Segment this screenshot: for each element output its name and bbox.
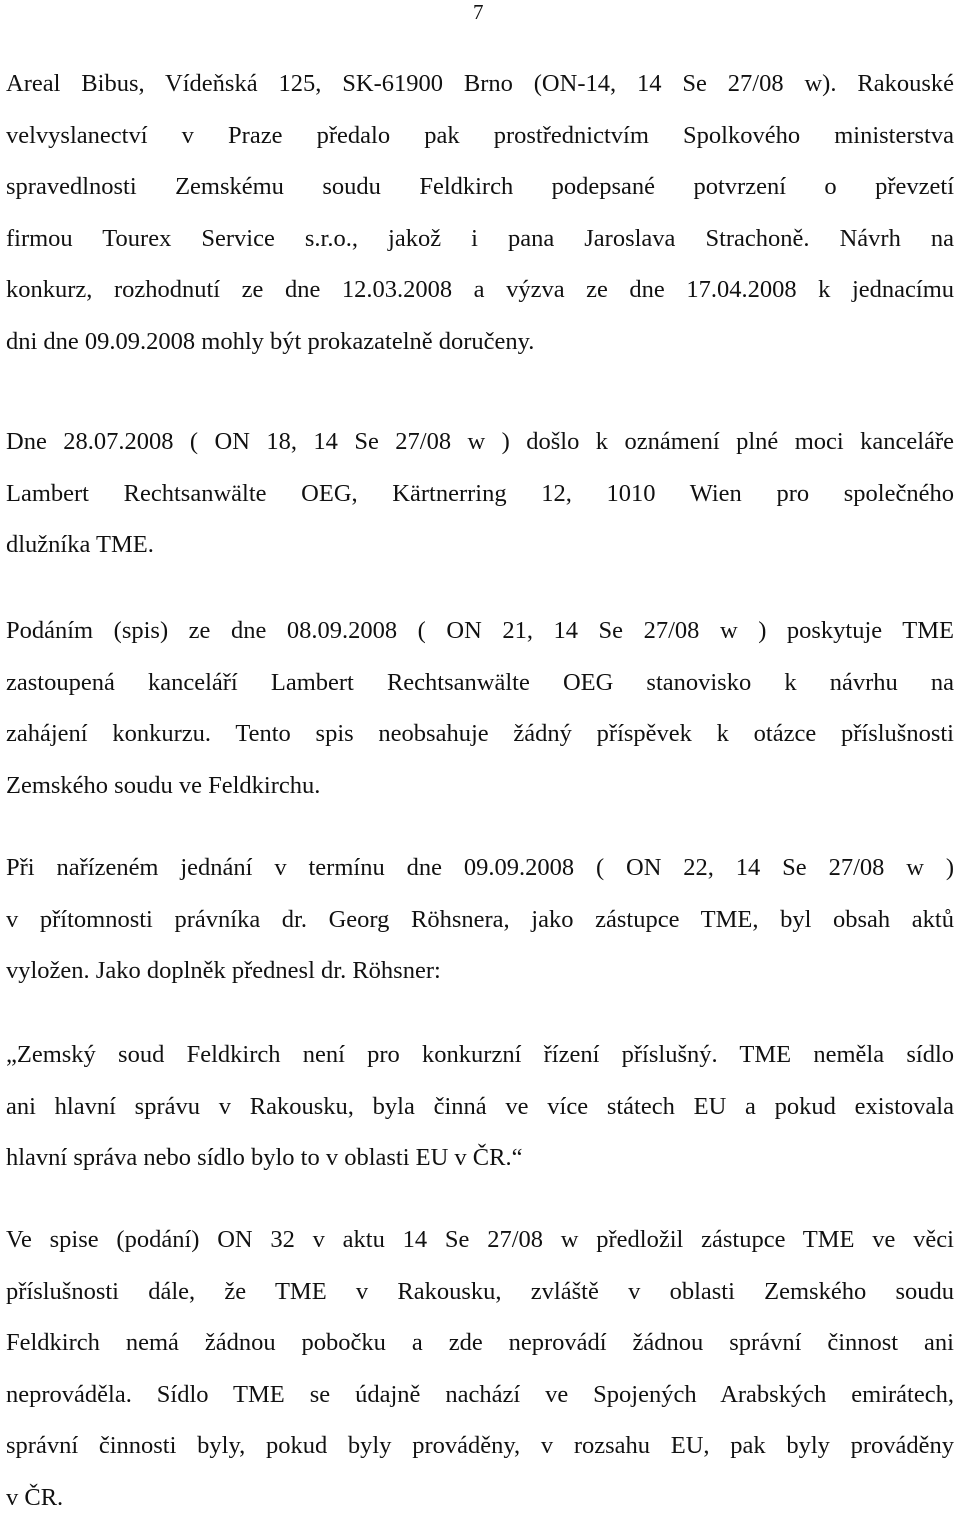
page-number: 7 <box>473 0 484 24</box>
paragraph-dne-28-07 <box>6 416 954 571</box>
text-line: Dne 28.07.2008 ( ON 18, 14 Se 27/08 w ) došlo k oznámení plné moci kanceláře <box>6 416 954 468</box>
text-line: neprováděla. Sídlo TME se údajně nachází ve Spojených Arabských emirátech, <box>6 1369 954 1421</box>
text-line: zahájení konkurzu. Tento spis neobsahuje žádný příspěvek k otázce příslušnosti <box>6 708 954 760</box>
text-line: Areal Bibus, Vídeňská 125, SK-61900 Brno (ON-14, 14 Se 27/08 w). Rakouské <box>6 58 954 110</box>
text-line: firmou Tourex Service s.r.o., jakož i pana Jaroslava Strachoně. Návrh na <box>6 213 954 265</box>
paragraph-podanim <box>6 605 954 811</box>
text-line: v přítomnosti právníka dr. Georg Röhsnera, jako zástupce TME, byl obsah aktů <box>6 894 954 946</box>
text-line: dni dne 09.09.2008 mohly být prokazatelně doručeny. <box>6 316 954 368</box>
text-line: dlužníka TME. <box>6 519 954 571</box>
text-line: Lambert Rechtsanwälte OEG, Kärtnerring 12, 1010 Wien pro společného <box>6 468 954 520</box>
text-line: „Zemský soud Feldkirch není pro konkurzní řízení příslušný. TME neměla sídlo <box>6 1029 954 1081</box>
text-line: velvyslanectví v Praze předalo pak prostřednictvím Spolkového ministerstva <box>6 110 954 162</box>
text-line: Při nařízeném jednání v termínu dne 09.09.2008 ( ON 22, 14 Se 27/08 w ) <box>6 842 954 894</box>
text-line: zastoupená kanceláří Lambert Rechtsanwälte OEG stanovisko k návrhu na <box>6 657 954 709</box>
text-line: v ČR. <box>6 1472 954 1523</box>
text-line: Feldkirch nemá žádnou pobočku a zde neprovádí žádnou správní činnost ani <box>6 1317 954 1369</box>
text-line: konkurz, rozhodnutí ze dne 12.03.2008 a výzva ze dne 17.04.2008 k jednacímu <box>6 264 954 316</box>
text-line: správní činnosti byly, pokud byly prováděny, v rozsahu EU, pak byly prováděny <box>6 1420 954 1472</box>
text-line: Ve spise (podání) ON 32 v aktu 14 Se 27/08 w předložil zástupce TME ve věci <box>6 1214 954 1266</box>
text-line: spravedlnosti Zemskému soudu Feldkirch podepsané potvrzení o převzetí <box>6 161 954 213</box>
text-line: vyložen. Jako doplněk přednesl dr. Röhsner: <box>6 945 954 997</box>
text-line: Podáním (spis) ze dne 08.09.2008 ( ON 21, 14 Se 27/08 w ) poskytuje TME <box>6 605 954 657</box>
paragraph-quote-zemsky-soud <box>6 1029 954 1184</box>
paragraph-areal-bibus <box>6 58 954 367</box>
paragraph-narizene-jednani <box>6 842 954 997</box>
text-line: hlavní správa nebo sídlo bylo to v oblasti EU v ČR.“ <box>6 1132 954 1184</box>
text-line: Zemského soudu ve Feldkirchu. <box>6 760 954 812</box>
text-line: ani hlavní správu v Rakousku, byla činná ve více státech EU a pokud existovala <box>6 1081 954 1133</box>
paragraph-ve-spise <box>6 1214 954 1523</box>
text-line: příslušnosti dále, že TME v Rakousku, zvláště v oblasti Zemského soudu <box>6 1266 954 1318</box>
